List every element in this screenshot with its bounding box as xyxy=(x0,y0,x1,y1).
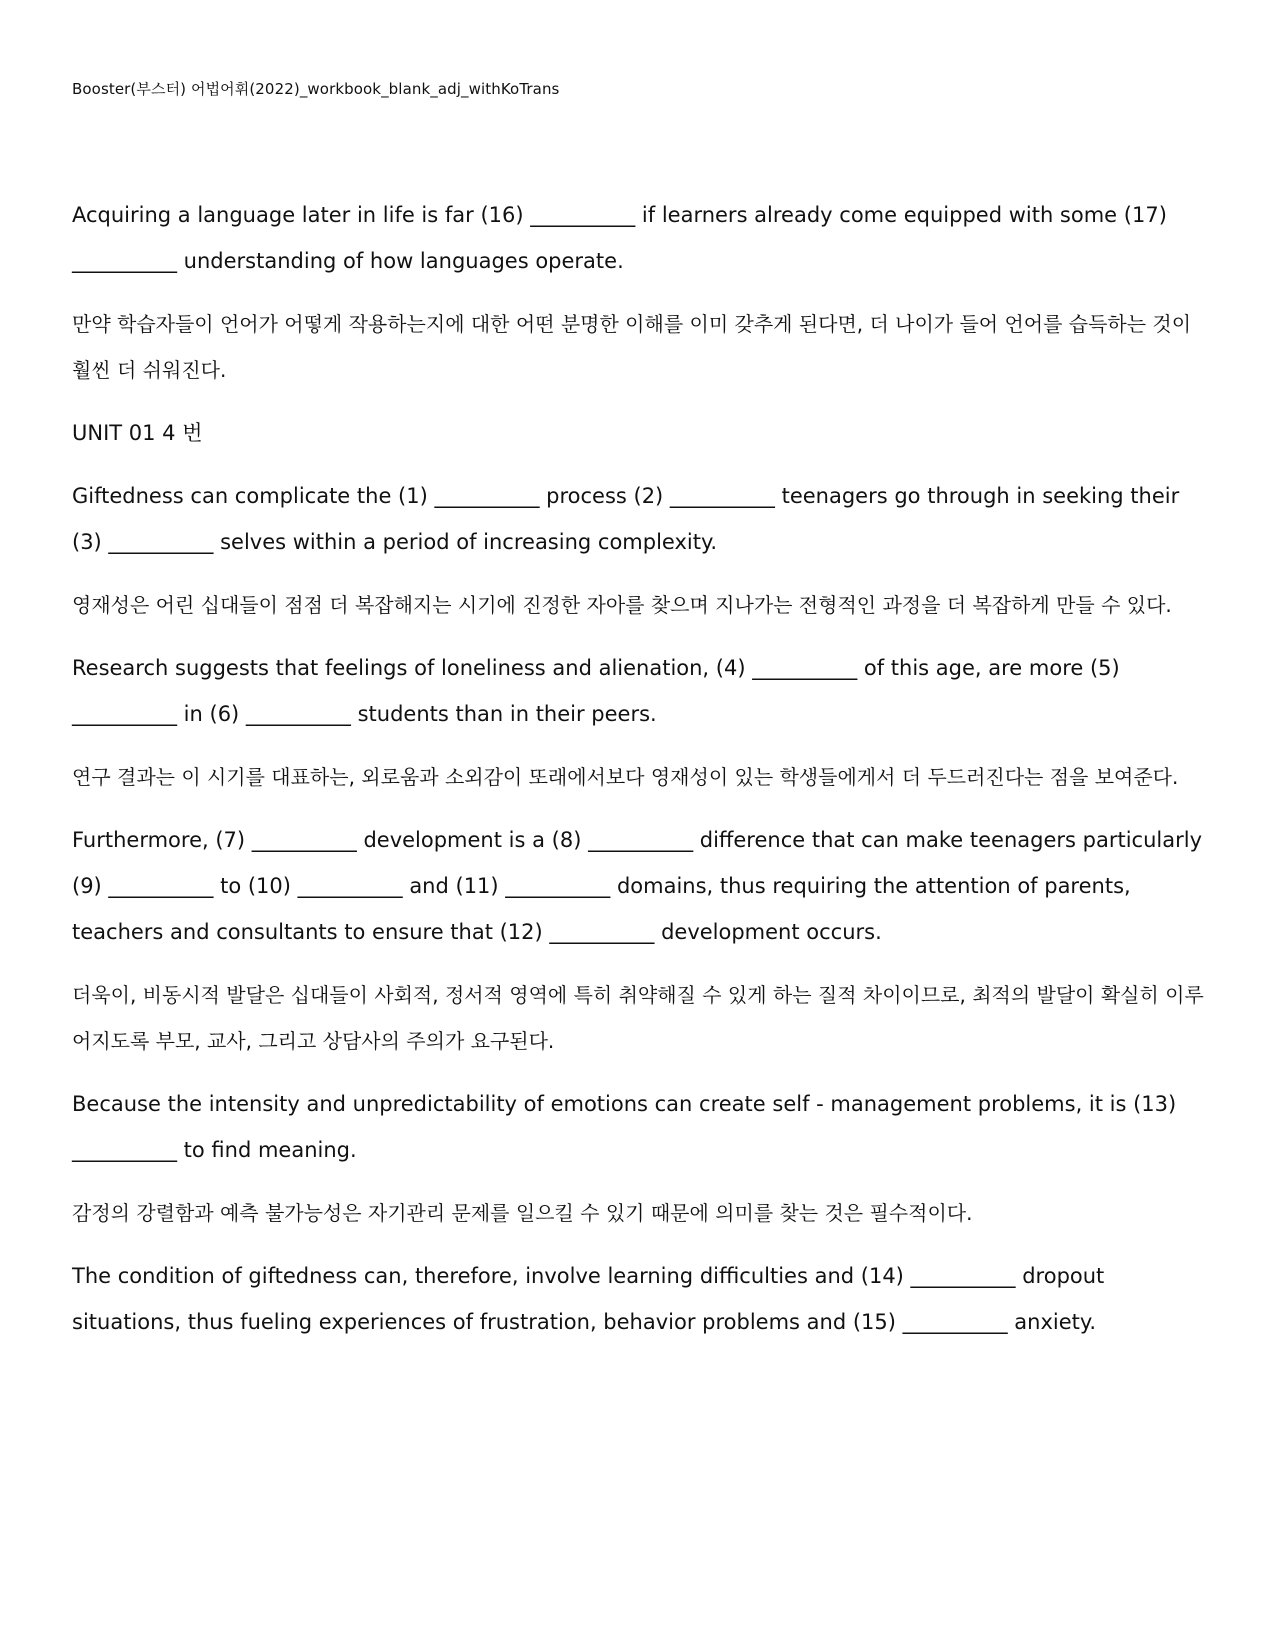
english-sentence: The condition of giftedness can, therefore, involve learning difficulties and (14) __________ dropout situations, thus fueling experiences of frustration, behavior problems and (15) __________ anxiety. xyxy=(72,1264,1105,1334)
english-sentence: Research suggests that feelings of loneliness and alienation, (4) __________ of this age, are more (5) __________ in (6) __________ students than in their peers. xyxy=(72,656,1120,726)
english-sentence: Furthermore, (7) __________ development is a (8) __________ difference that can make teenagers particularly (9) __________ to (10) __________ and (11) __________ domains, thus requiring the attention of parents, teachers and consultants to ensure that (12) __________ development occurs. xyxy=(72,828,1203,944)
korean-translation: 연구 결과는 이 시기를 대표하는, 외로움과 소외감이 또래에서보다 영재성이 있는 학생들에게서 더 두드러진다는 점을 보여준다. xyxy=(72,765,1179,789)
korean-translation: 영재성은 어린 십대들이 점점 더 복잡해지는 시기에 진정한 자아를 찾으며 지나가는 전형적인 과정을 더 복잡하게 만들 수 있다. xyxy=(72,593,1172,617)
korean-translation: 더욱이, 비동시적 발달은 십대들이 사회적, 정서적 영역에 특히 취약해질 수 있게 하는 질적 차이이므로, 최적의 발달이 확실히 이루어지도록 부모, 교사, 그리고 상담사의 주의가 요구된다. xyxy=(72,983,1204,1053)
document-header: Booster(부스터) 어법어휘(2022)_workbook_blank_adj_withKoTrans xyxy=(72,80,560,98)
english-sentence: Giftedness can complicate the (1) __________ process (2) __________ teenagers go through in seeking their (3) __________ selves within a period of increasing complexity. xyxy=(72,484,1180,554)
english-sentence: Acquiring a language later in life is far (16) __________ if learners already come equipped with some (17) __________ understanding of how languages operate. xyxy=(72,203,1167,273)
english-sentence: Because the intensity and unpredictability of emotions can create self - management problems, it is (13) __________ to find meaning. xyxy=(72,1092,1177,1162)
korean-translation: 감정의 강렬함과 예측 불가능성은 자기관리 문제를 일으킬 수 있기 때문에 의미를 찾는 것은 필수적이다. xyxy=(72,1201,973,1225)
document-body xyxy=(72,192,1212,1362)
korean-translation: 만약 학습자들이 언어가 어떻게 작용하는지에 대한 어떤 분명한 이해를 이미 갖추게 된다면, 더 나이가 들어 언어를 습득하는 것이 훨씬 더 쉬워진다. xyxy=(72,312,1192,382)
unit-heading: UNIT 01 4 번 xyxy=(72,421,203,445)
